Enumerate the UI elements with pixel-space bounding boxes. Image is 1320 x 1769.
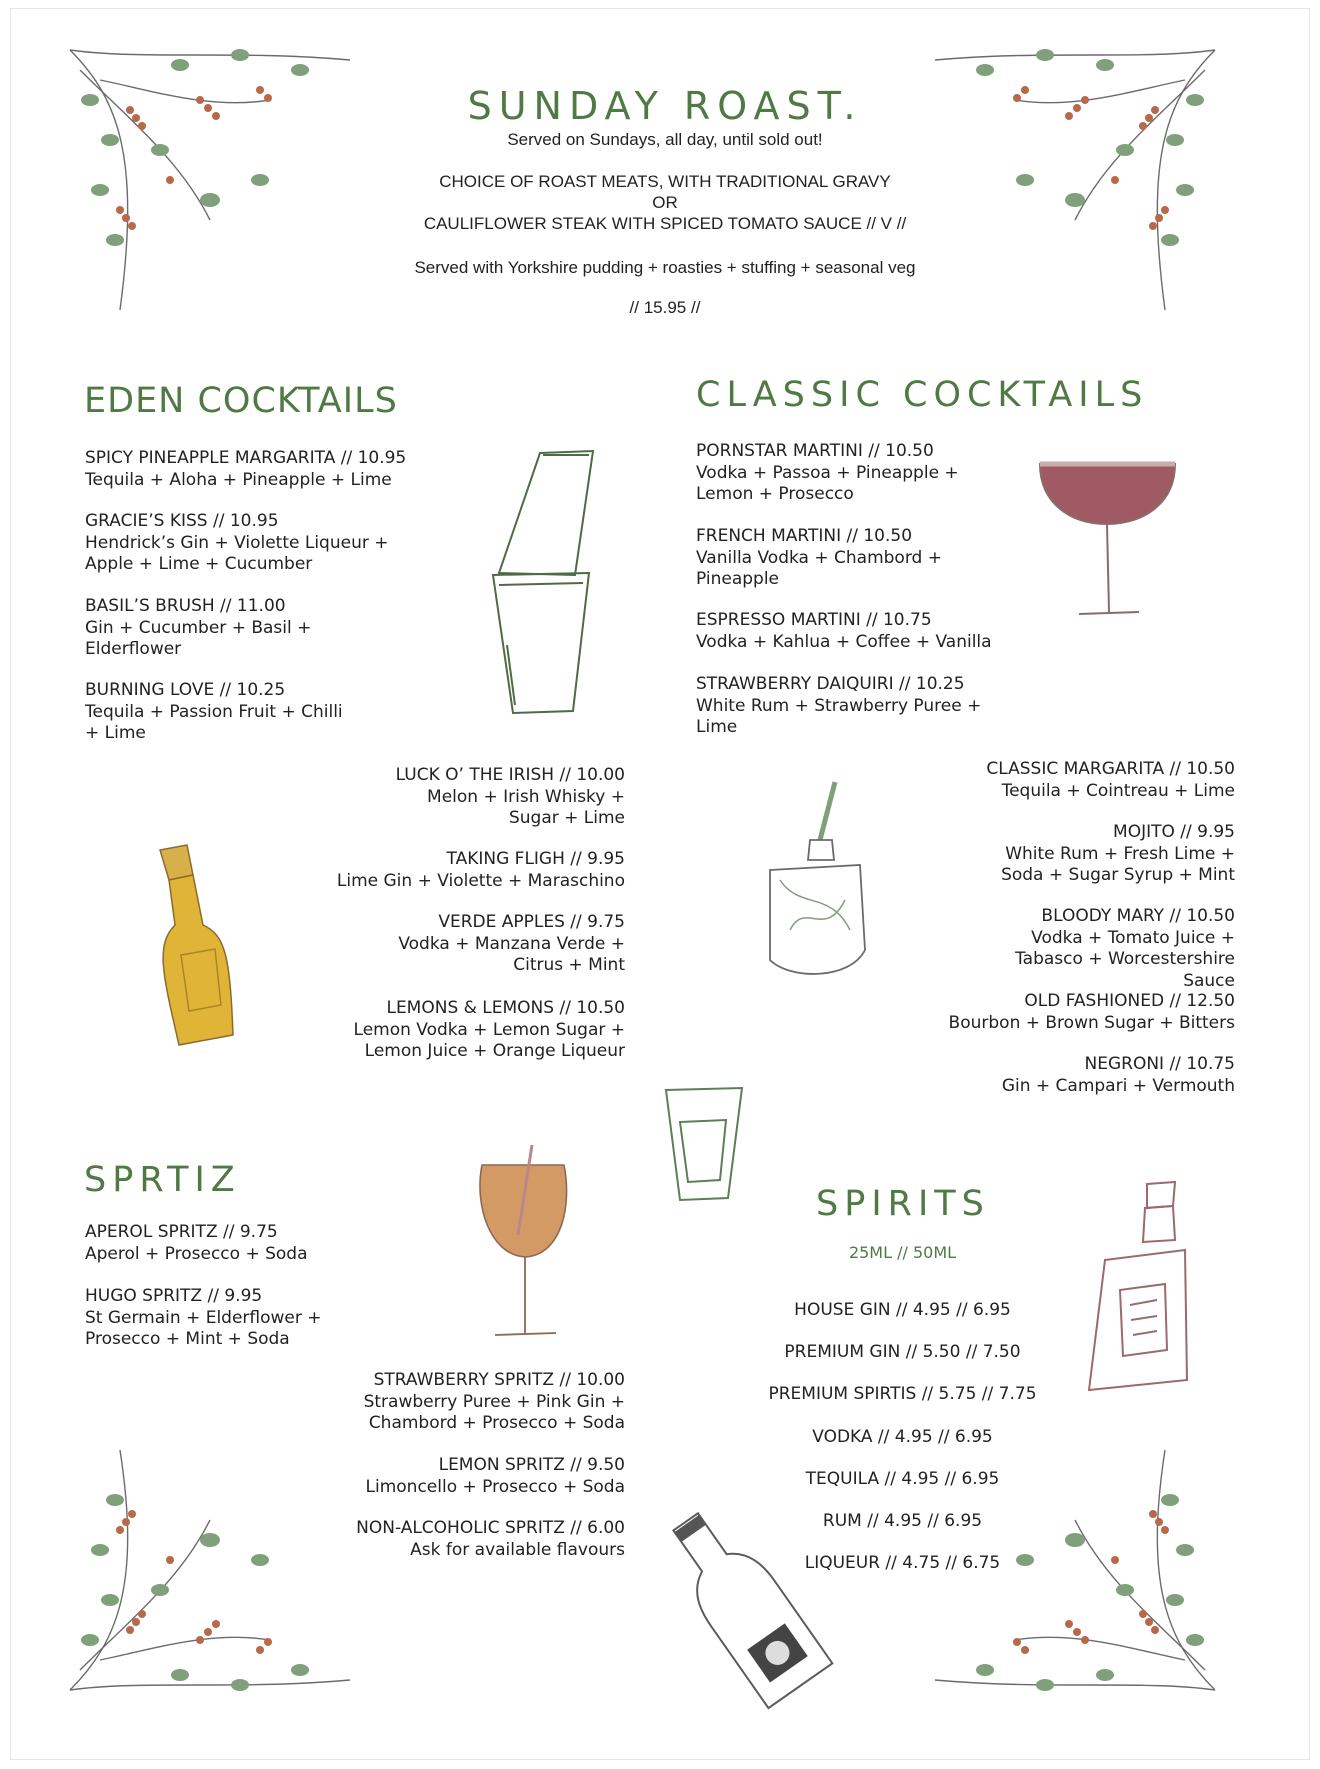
sunday-roast-line-1: CHOICE OF ROAST MEATS, WITH TRADITIONAL GRAVY	[439, 172, 891, 191]
classic-item-desc: White Rum + Fresh Lime + Soda + Sugar Syrup + Mint	[1001, 843, 1235, 885]
classic-item	[915, 906, 1235, 992]
sunday-roast-line-2: CAULIFLOWER STEAK WITH SPICED TOMATO SAUCE // V //	[423, 214, 907, 233]
eden-item	[85, 511, 425, 576]
classic-item	[696, 441, 1006, 506]
wine-glass-icon	[470, 1145, 580, 1345]
eden-item-name: TAKING FLIGH // 9.95	[446, 849, 625, 869]
cocktail-shaker-icon	[485, 445, 605, 715]
spritz-item-name: APEROL SPRITZ // 9.75	[85, 1222, 278, 1242]
classic-item	[975, 822, 1235, 887]
sunday-roast-served-with: Served with Yorkshire pudding + roasties + stuffing + seasonal veg	[414, 258, 916, 277]
liquor-bottle-icon	[145, 835, 245, 1055]
eden-item-desc: Gin + Cucumber + Basil + Elderflower	[85, 617, 312, 659]
spritz-item-desc: Limoncello + Prosecco + Soda	[365, 1476, 625, 1497]
sunday-roast-or: OR	[652, 193, 678, 212]
eden-item	[85, 680, 345, 745]
classic-item-name: OLD FASHIONED // 12.50	[1024, 991, 1235, 1011]
eden-item-desc: Melon + Irish Whisky + Sugar + Lime	[427, 786, 625, 828]
spirit-item: TEQUILA // 4.95 // 6.95	[805, 1469, 1000, 1489]
eden-item	[85, 448, 485, 491]
classic-item-desc: Bourbon + Brown Sugar + Bitters	[948, 1012, 1235, 1033]
classic-item-desc: Vanilla Vodka + Chambord + Pineapple	[696, 547, 942, 589]
sunday-roast-title: SUNDAY ROAST.	[467, 84, 863, 128]
spritz-item-name: LEMON SPRITZ // 9.50	[438, 1455, 625, 1475]
spirits-title: SPIRITS	[816, 1184, 990, 1224]
eden-item-name: LEMONS & LEMONS // 10.50	[386, 998, 625, 1018]
classic-item-name: BLOODY MARY // 10.50	[1041, 906, 1235, 926]
sunday-roast-price: // 15.95 //	[629, 298, 701, 317]
spritz-item	[315, 1518, 625, 1561]
coupe-glass-icon	[1035, 452, 1185, 622]
wine-bottle-icon	[660, 1500, 840, 1710]
spirit-item: HOUSE GIN // 4.95 // 6.95	[794, 1300, 1011, 1320]
spirit-item: RUM // 4.95 // 6.95	[822, 1511, 983, 1531]
spritz-item	[85, 1222, 385, 1265]
classic-item	[696, 610, 1036, 653]
classic-item-desc: White Rum + Strawberry Puree + Lime	[696, 695, 982, 737]
spirit-item: PREMIUM SPIRTIS // 5.75 // 7.75	[768, 1384, 1037, 1404]
spritz-item-desc: Aperol + Prosecco + Soda	[85, 1243, 308, 1264]
eden-item	[305, 849, 625, 892]
eden-item-name: VERDE APPLES // 9.75	[438, 912, 625, 932]
classic-item-desc: Vodka + Passoa + Pineapple + Lemon + Prosecco	[696, 462, 959, 504]
eden-item-name: LUCK O’ THE IRISH // 10.00	[395, 765, 625, 785]
eden-item	[325, 998, 625, 1063]
classic-item-name: FRENCH MARTINI // 10.50	[696, 526, 913, 546]
classic-item-name: STRAWBERRY DAIQUIRI // 10.25	[696, 674, 965, 694]
eden-item-desc: Lemon Vodka + Lemon Sugar + Lemon Juice + Orange Liqueur	[353, 1019, 625, 1061]
spritz-item-desc: Ask for available flavours	[410, 1539, 625, 1560]
decanter-icon	[750, 780, 870, 990]
classic-item	[696, 674, 1016, 739]
eden-item-desc: Lime Gin + Violette + Maraschino	[336, 870, 625, 891]
eden-item-desc: Tequila + Passion Fruit + Chilli + Lime	[85, 701, 343, 743]
classic-item-desc: Vodka + Kahlua + Coffee + Vanilla	[696, 631, 992, 652]
classic-item-name: PORNSTAR MARTINI // 10.50	[696, 441, 934, 461]
eden-cocktails-title: EDEN COCKTAILS	[84, 381, 398, 421]
eden-item-desc: Hendrick’s Gin + Violette Liqueur + Apple + Lime + Cucumber	[85, 532, 389, 574]
eden-item	[345, 912, 625, 977]
eden-item	[345, 765, 625, 830]
spritz-item	[85, 1286, 355, 1351]
classic-item	[895, 991, 1235, 1034]
classic-item-desc: Gin + Campari + Vermouth	[1001, 1075, 1235, 1096]
classic-item-name: NEGRONI // 10.75	[1084, 1054, 1235, 1074]
eden-item-name: GRACIE’S KISS // 10.95	[85, 511, 279, 531]
spirit-item: VODKA // 4.95 // 6.95	[812, 1427, 993, 1447]
eden-item	[85, 596, 345, 661]
sunday-roast-subtitle: Served on Sundays, all day, until sold out!	[507, 130, 823, 149]
classic-item-desc: Vodka + Tomato Juice + Tabasco + Worcestershire Sauce	[1015, 927, 1235, 991]
classic-cocktails-title: CLASSIC COCKTAILS	[696, 375, 1149, 415]
classic-item-name: CLASSIC MARGARITA // 10.50	[986, 759, 1235, 779]
eden-item-desc: Vodka + Manzana Verde + Citrus + Mint	[398, 933, 625, 975]
spirits-measure-subtitle: 25ML // 50ML	[848, 1243, 957, 1262]
shot-glass-icon	[660, 1082, 750, 1202]
eden-item-desc: Tequila + Aloha + Pineapple + Lime	[85, 469, 392, 490]
classic-item-name: ESPRESSO MARTINI // 10.75	[696, 610, 932, 630]
classic-item	[935, 1054, 1235, 1097]
spritz-item-name: HUGO SPRITZ // 9.95	[85, 1286, 263, 1306]
spritz-item	[335, 1370, 625, 1435]
classic-item-name: MOJITO // 9.95	[1113, 822, 1235, 842]
classic-item-desc: Tequila + Cointreau + Lime	[1001, 780, 1235, 801]
classic-item	[915, 759, 1235, 802]
spritz-item-desc: St Germain + Elderflower + Prosecco + Mint + Soda	[85, 1307, 322, 1349]
vine-corner-top-left-icon	[60, 40, 360, 320]
eden-item-name: BURNING LOVE // 10.25	[85, 680, 286, 700]
spritz-item-name: NON-ALCOHOLIC SPRITZ // 6.00	[356, 1518, 625, 1538]
spritz-item	[335, 1455, 625, 1498]
spritz-title: SPRTIZ	[84, 1160, 241, 1200]
spirit-item: LIQUEUR // 4.75 // 6.75	[804, 1553, 1001, 1573]
classic-item	[696, 526, 986, 591]
eden-item-name: SPICY PINEAPPLE MARGARITA // 10.95	[85, 448, 407, 468]
spirit-item: PREMIUM GIN // 5.50 // 7.50	[784, 1342, 1021, 1362]
eden-item-name: BASIL’S BRUSH // 11.00	[85, 596, 286, 616]
whisky-bottle-icon	[1075, 1180, 1195, 1400]
vine-corner-bottom-left-icon	[60, 1440, 360, 1700]
spritz-item-name: STRAWBERRY SPRITZ // 10.00	[373, 1370, 625, 1390]
spritz-item-desc: Strawberry Puree + Pink Gin + Chambord + Prosecco + Soda	[363, 1391, 625, 1433]
